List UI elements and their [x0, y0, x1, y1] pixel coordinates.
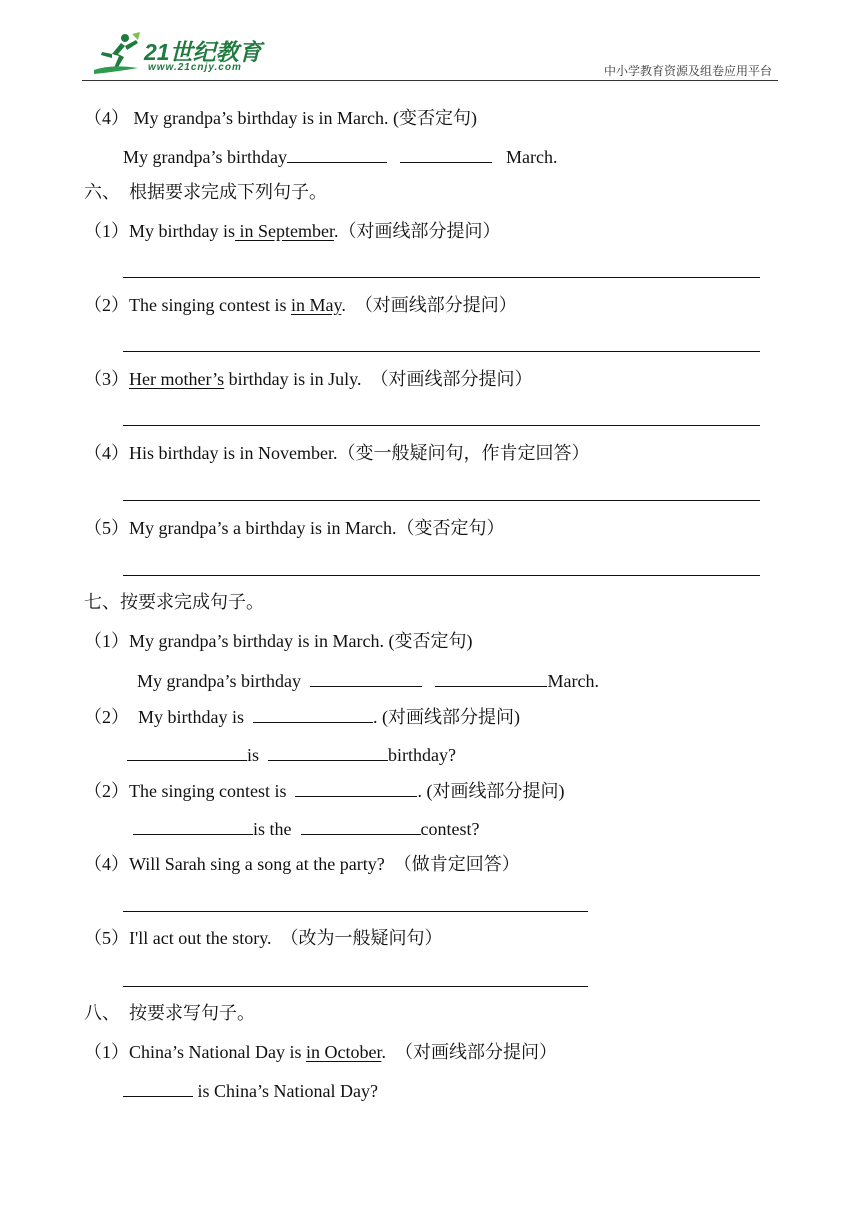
question-text: The singing contest is: [129, 295, 291, 315]
question-number: （2）: [84, 781, 129, 801]
answer-prefix: My grandpa’s birthday: [123, 147, 287, 167]
answer-line[interactable]: [123, 425, 760, 426]
question-number: （1）: [84, 631, 129, 651]
answer-suffix: birthday?: [388, 745, 456, 765]
answer-blank[interactable]: [287, 144, 387, 163]
question-text: The singing contest is: [129, 781, 287, 801]
answer-line[interactable]: [123, 277, 760, 278]
answer-line: [137, 668, 599, 692]
logo: [92, 32, 272, 80]
answer-line[interactable]: [123, 911, 588, 912]
answer-blank[interactable]: [253, 704, 373, 723]
question-text: His birthday is in November.（变一般疑问句，作肯定回答）: [129, 443, 590, 463]
question-number: （5）: [84, 518, 129, 538]
answer-line: [123, 1078, 378, 1102]
question-text: My birthday is: [138, 707, 244, 727]
answer-blank[interactable]: [295, 778, 417, 797]
section-title: 六、 根据要求完成下列句子。: [84, 182, 327, 202]
section-title: 八、 按要求写句子。: [84, 1003, 255, 1023]
page-header: [0, 0, 860, 90]
answer-blank[interactable]: [127, 742, 247, 761]
question-text: My grandpa’s a birthday is in March.（变否定句）: [129, 518, 505, 538]
answer-blank[interactable]: [301, 816, 421, 835]
answer-text: is the: [253, 819, 292, 839]
answer-text: is: [247, 745, 260, 765]
answer-line[interactable]: [123, 986, 588, 987]
question-line: [84, 629, 472, 653]
question-text: China’s National Day is: [129, 1042, 306, 1062]
answer-blank[interactable]: [435, 668, 547, 687]
question-line: [84, 441, 589, 465]
question-text: I'll act out the story. （改为一般疑问句）: [129, 928, 443, 948]
question-number: （3）: [84, 369, 129, 389]
answer-suffix: March.: [505, 147, 558, 167]
logo-text: 21世纪教育: [144, 39, 262, 65]
question-number: （1）: [84, 1042, 129, 1062]
answer-line: [127, 742, 456, 766]
answer-suffix: contest?: [420, 819, 480, 839]
answer-blank[interactable]: [133, 816, 253, 835]
question-line: [84, 106, 477, 130]
underlined-part: in September: [235, 221, 334, 241]
runner-logo-icon: [92, 32, 144, 76]
question-line: [84, 926, 443, 950]
answer-line[interactable]: [123, 575, 760, 576]
question-text: . (对画线部分提问): [417, 781, 565, 801]
question-line: [84, 219, 500, 243]
question-text: My grandpa’s birthday is in March. (变否定句): [129, 631, 473, 651]
question-line: [84, 516, 504, 540]
question-text: My birthday is: [129, 221, 235, 241]
question-line: [84, 367, 532, 391]
question-text: My grandpa’s birthday is in March. (变否定句): [133, 108, 477, 128]
question-number: （1）: [84, 221, 129, 241]
answer-blank[interactable]: [268, 742, 388, 761]
question-text: . （对画线部分提问）: [341, 295, 517, 315]
header-divider: [82, 80, 778, 81]
question-number: （2）: [84, 295, 129, 315]
question-line: [84, 778, 564, 802]
answer-suffix: is China’s National Day?: [193, 1081, 378, 1101]
answer-prefix: My grandpa’s birthday: [137, 671, 301, 691]
question-text: birthday is in July. （对画线部分提问）: [224, 369, 533, 389]
answer-blank[interactable]: [310, 668, 422, 687]
question-number: （4）: [84, 108, 129, 128]
logo-url: www.21cnjy.com: [148, 62, 242, 73]
answer-line: [123, 144, 557, 168]
question-number: （5）: [84, 928, 129, 948]
question-line: [84, 852, 520, 876]
answer-line[interactable]: [123, 351, 760, 352]
answer-line[interactable]: [123, 500, 760, 501]
platform-name: 中小学教育资源及组卷应用平台: [603, 64, 772, 78]
question-number: （4）: [84, 854, 129, 874]
question-line: [84, 1040, 557, 1064]
question-text: .（对画线部分提问）: [333, 221, 501, 241]
question-text: . (对画线部分提问): [373, 707, 520, 727]
question-number: （4）: [84, 443, 129, 463]
question-text: Will Sarah sing a song at the party? （做肯定回答）: [129, 854, 520, 874]
answer-line: [133, 816, 479, 840]
underlined-part: in May: [290, 295, 342, 315]
section-title: 七、按要求完成句子。: [84, 592, 264, 612]
answer-blank[interactable]: [123, 1078, 193, 1097]
underlined-part: Her mother’s: [129, 369, 225, 389]
question-line: [84, 704, 520, 728]
answer-suffix: March.: [547, 671, 599, 691]
underlined-part: in October: [305, 1042, 382, 1062]
question-number: （2）: [84, 707, 129, 727]
question-line: [84, 293, 517, 317]
question-text: . （对画线部分提问）: [381, 1042, 557, 1062]
answer-blank[interactable]: [400, 144, 492, 163]
